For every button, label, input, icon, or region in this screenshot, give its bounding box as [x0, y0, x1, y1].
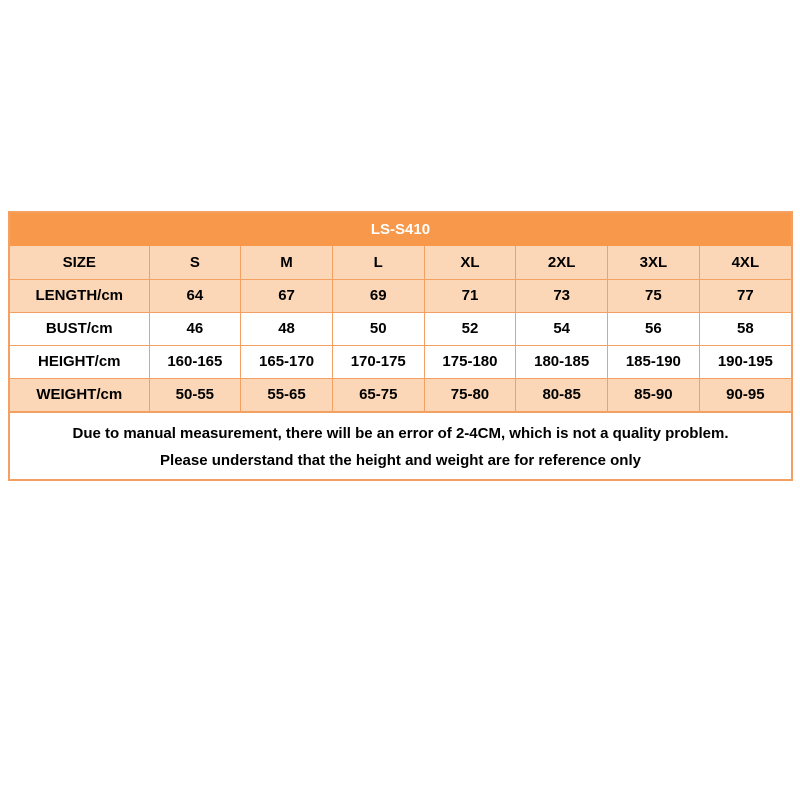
table-cell: 180-185 [516, 345, 608, 378]
table-cell: 160-165 [149, 345, 241, 378]
table-cell: 75 [608, 279, 700, 312]
table-cell: 90-95 [699, 378, 791, 411]
table-cell: 185-190 [608, 345, 700, 378]
table-cell: 175-180 [424, 345, 516, 378]
table-cell: XL [424, 246, 516, 279]
table-cell: 80-85 [516, 378, 608, 411]
row-label: HEIGHT/cm [10, 345, 149, 378]
table-cell: 48 [241, 312, 333, 345]
table-cell: 190-195 [699, 345, 791, 378]
table-cell: L [332, 246, 424, 279]
row-label: WEIGHT/cm [10, 378, 149, 411]
table-cell: 54 [516, 312, 608, 345]
table-cell: M [241, 246, 333, 279]
table-cell: 69 [332, 279, 424, 312]
row-label: LENGTH/cm [10, 279, 149, 312]
table-row [10, 345, 791, 378]
table-cell: 3XL [608, 246, 700, 279]
table-cell: 50 [332, 312, 424, 345]
chart-title: LS-S410 [10, 213, 791, 246]
table-cell: 56 [608, 312, 700, 345]
table-cell: 58 [699, 312, 791, 345]
table-cell: 73 [516, 279, 608, 312]
size-chart [8, 211, 793, 481]
table-cell: 64 [149, 279, 241, 312]
table-cell: 52 [424, 312, 516, 345]
table-row [10, 312, 791, 345]
table-cell: 50-55 [149, 378, 241, 411]
size-table-body [10, 246, 791, 411]
table-cell: 170-175 [332, 345, 424, 378]
table-cell: 46 [149, 312, 241, 345]
table-cell: 77 [699, 279, 791, 312]
measurement-note: Due to manual measurement, there will be an error of 2-4CM, which is not a quality problem. Please understand that the height and weight are for reference only [10, 412, 791, 482]
table-cell: 71 [424, 279, 516, 312]
table-row [10, 279, 791, 312]
table-cell: 2XL [516, 246, 608, 279]
table-cell: 75-80 [424, 378, 516, 411]
table-cell: S [149, 246, 241, 279]
table-cell: 85-90 [608, 378, 700, 411]
row-label: SIZE [10, 246, 149, 279]
row-label: BUST/cm [10, 312, 149, 345]
table-cell: 55-65 [241, 378, 333, 411]
table-cell: 165-170 [241, 345, 333, 378]
size-table [10, 246, 791, 412]
table-row [10, 378, 791, 411]
table-row [10, 246, 791, 279]
table-cell: 67 [241, 279, 333, 312]
table-cell: 65-75 [332, 378, 424, 411]
table-cell: 4XL [699, 246, 791, 279]
